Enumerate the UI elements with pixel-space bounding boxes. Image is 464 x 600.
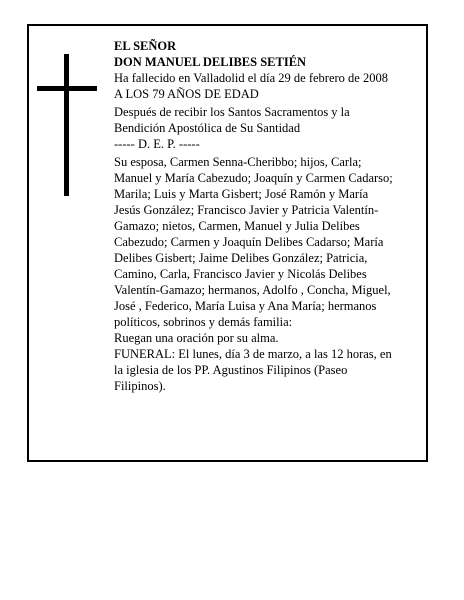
- cross-horizontal-bar: [37, 86, 97, 91]
- honorific-title: EL SEÑOR: [114, 39, 177, 53]
- prayer-request: Ruegan una oración por su alma.: [114, 331, 279, 345]
- cross-icon: [37, 54, 97, 196]
- cross-vertical-bar: [64, 54, 69, 196]
- deceased-name: DON MANUEL DELIBES SETIÉN: [114, 55, 307, 69]
- funeral-details: FUNERAL: El lunes, día 3 de marzo, a las 12 horas, en la iglesia de los PP. Agustinos Filipinos (Paseo Filipinos).: [114, 347, 392, 393]
- death-announcement: Ha fallecido en Valladolid el día 29 de febrero de 2008: [114, 71, 388, 85]
- sacraments-line: Después de recibir los Santos Sacramentos y la Bendición Apostólica de Su Santidad: [114, 105, 350, 135]
- family-list: Su esposa, Carmen Senna-Cheribbo; hijos, Carla; Manuel y María Cabezudo; Joaquín y Carmen Cadarso; Marila; Luis y Marta Gisbert; José Ramón y María Jesús González; Francisco Javier y Patricia Valentín- Gamazo; nietos, Carmen, Manuel y Julia Delibes Cabezudo; Carmen y Joaquín Delibes Cadarso; María Delibes Gisbert; Jaime Delibes González; Patricia, Camino, Carla, Francisco Javier y Nicolás Delibes Valentín-Gamazo; hermanos, Adolfo , Concha, Miguel, José , Federico, María Luisa y Ana María; hermanos políticos, sobrinos y demás familia:: [114, 155, 393, 329]
- obituary-text: [114, 38, 422, 394]
- age-line: A LOS 79 AÑOS DE EDAD: [114, 87, 259, 101]
- rip-line: ----- D. E. P. -----: [114, 137, 200, 151]
